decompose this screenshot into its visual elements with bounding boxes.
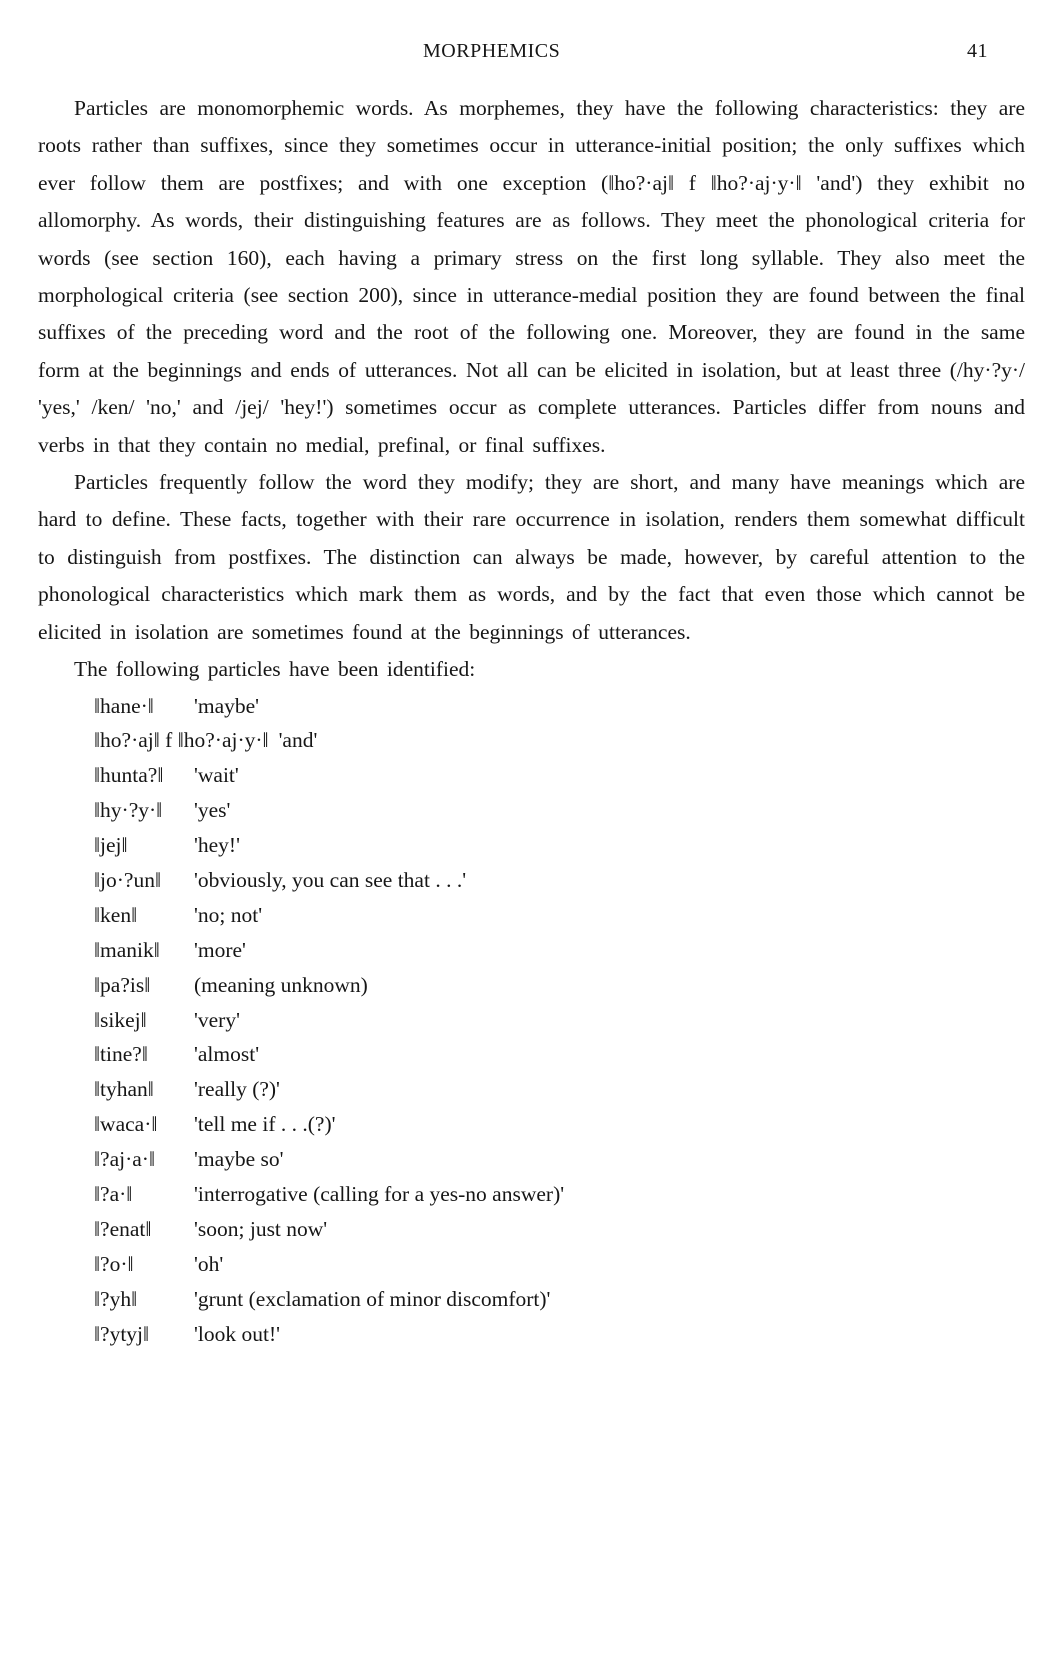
particle-form: ‖waca·‖ xyxy=(94,1112,158,1137)
particle-form: ‖?enat‖ xyxy=(94,1216,152,1241)
list-item xyxy=(94,898,1039,933)
particle-gloss: 'maybe so' xyxy=(194,1147,284,1172)
particle-form: ‖ho?·aj‖ f ‖ho?·aj·y·‖ xyxy=(94,728,269,753)
list-item xyxy=(94,1072,1039,1107)
particle-gloss: 'yes' xyxy=(194,798,231,823)
particle-gloss: 'almost' xyxy=(194,1042,260,1067)
particle-list-intro: The following particles have been identified: xyxy=(74,657,476,682)
list-item xyxy=(94,863,1039,898)
particle-form: ‖pa?is‖ xyxy=(94,972,151,997)
particle-gloss: 'look out!' xyxy=(194,1321,280,1346)
list-item xyxy=(94,1003,1039,1038)
particle-form: ‖?aj·a·‖ xyxy=(94,1147,155,1172)
list-item xyxy=(94,968,1039,1003)
particle-gloss: 'really (?)' xyxy=(194,1077,280,1102)
particle-form: ‖hy·?y·‖ xyxy=(94,798,163,823)
particle-gloss: 'more' xyxy=(194,937,246,962)
particle-gloss: 'hey!' xyxy=(194,833,240,858)
page-body xyxy=(38,90,1025,1351)
running-head xyxy=(0,40,1039,66)
particle-gloss: 'oh' xyxy=(194,1251,224,1276)
particle-gloss: 'and' xyxy=(278,728,318,753)
particle-form: ‖manik‖ xyxy=(94,937,160,962)
particle-form: ‖tine?‖ xyxy=(94,1042,148,1067)
list-item xyxy=(94,1142,1039,1177)
list-item xyxy=(94,689,1039,724)
list-item xyxy=(94,1212,1039,1247)
particle-form: ‖?yh‖ xyxy=(94,1286,138,1311)
particle-form: ‖sikej‖ xyxy=(94,1007,147,1032)
list-item xyxy=(94,758,1039,793)
list-item xyxy=(94,1247,1039,1282)
list-item xyxy=(94,793,1039,828)
particle-form: ‖jo·?un‖ xyxy=(94,867,161,892)
particle-gloss: 'grunt (exclamation of minor discomfort)' xyxy=(194,1286,551,1311)
particle-form: ‖?ytyj‖ xyxy=(94,1321,150,1346)
list-item xyxy=(94,828,1039,863)
particle-form: ‖tyhan‖ xyxy=(94,1077,154,1102)
particle-gloss: 'no; not' xyxy=(194,902,263,927)
particle-gloss: 'interrogative (calling for a yes-no answer)' xyxy=(194,1181,565,1206)
list-item xyxy=(94,1037,1039,1072)
particle-gloss: 'obviously, you can see that . . .' xyxy=(194,867,467,892)
chapter-title: MORPHEMICS xyxy=(423,40,561,62)
particle-form: ‖hane·‖ xyxy=(94,693,154,718)
particle-gloss: 'maybe' xyxy=(194,693,260,718)
list-item xyxy=(94,933,1039,968)
list-item xyxy=(94,1177,1039,1212)
particle-form: ‖hunta?‖ xyxy=(94,763,164,788)
list-item xyxy=(94,1107,1039,1142)
particle-form: ‖?a·‖ xyxy=(94,1181,133,1206)
list-item xyxy=(94,1282,1039,1317)
paragraph-particles-characteristics: Particles are monomorphemic words. As morphemes, they have the following characteristics: they are roots rather than suffixes, since they sometimes occur in utterance-initial position; the only suffixes which ever follow them are postfixes; and with one exception (‖ho?·aj‖ f ‖ho?·aj·y·‖ 'and') they exhibit no allomorphy. As words, their distinguishing features are as follows. They meet the phonological criteria for words (see section 160), each having a primary stress on the first long syllable. They also meet the morphological criteria (see section 200), since in utterance-medial position they are found between the final suffixes of the preceding word and the root of the following one. Moreover, they are found in the same form at the beginnings and ends of utterances. Not all can be elicited in isolation, but at least three (/hy·?y·/ 'yes,' /ken/ 'no,' and /jej/ 'hey!') sometimes occur as complete utterances. Particles differ from nouns and verbs in that they contain no medial, prefinal, or final suffixes. xyxy=(38,96,1025,457)
particle-gloss: 'tell me if . . .(?)' xyxy=(194,1112,336,1137)
list-item xyxy=(94,1317,1039,1352)
particle-gloss: (meaning unknown) xyxy=(194,972,368,997)
particle-gloss: 'soon; just now' xyxy=(194,1216,328,1241)
particle-list xyxy=(94,689,1039,1352)
paragraph-particles-postfixes: Particles frequently follow the word they modify; they are short, and many have meanings which are hard to define. These facts, together with their rare occurrence in isolation, renders them somewhat difficult to distinguish from postfixes. The distinction can always be made, however, by careful attention to the phonological characteristics which mark them as words, and by the fact that even those which cannot be elicited in isolation are sometimes found at the beginnings of utterances. xyxy=(38,470,1025,644)
particle-gloss: 'wait' xyxy=(194,763,239,788)
particle-form: ‖ken‖ xyxy=(94,902,138,927)
list-item xyxy=(94,723,1039,758)
particle-form: ‖jej‖ xyxy=(94,833,128,858)
page-number: 41 xyxy=(967,40,988,62)
particle-gloss: 'very' xyxy=(194,1007,240,1032)
particle-form: ‖?o·‖ xyxy=(94,1251,134,1276)
